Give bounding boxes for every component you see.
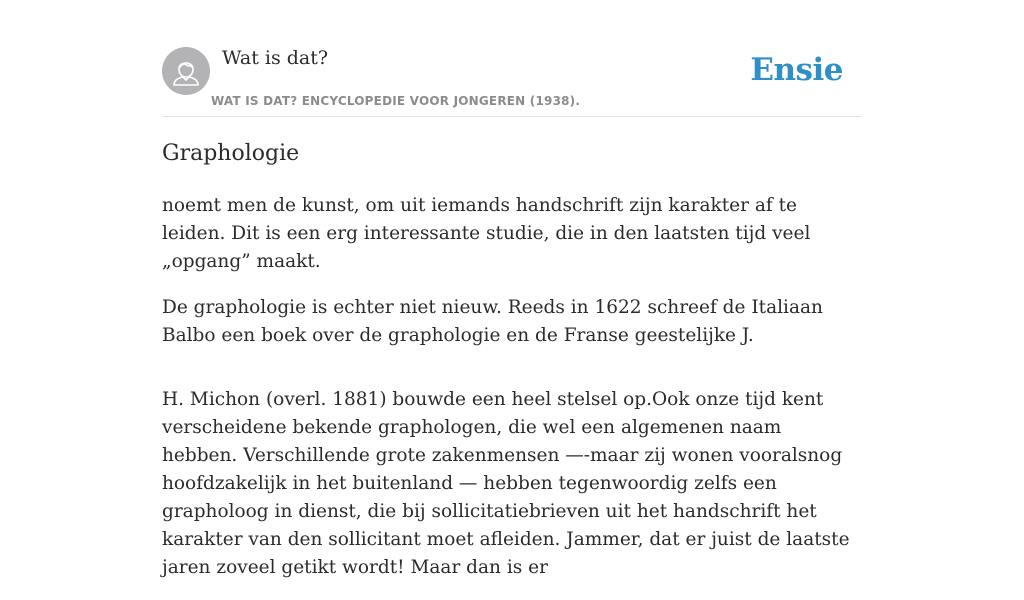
ensie-logo[interactable]: Ensie bbox=[750, 52, 843, 88]
article-paragraph: noemt men de kunst, om uit iemands handschrift zijn karakter af te leiden. Dit is een erg interessante studie, die in den laatsten tijd veel „opgang” maakt. bbox=[162, 195, 811, 272]
article-paragraph: H. Michon (overl. 1881) bouwde een heel stelsel op.Ook onze tijd kent verscheidene bekende graphologen, die wel een algemenen naam hebben. Verschillende grote zakenmensen —-maar zij wonen vooralsnog hoofdzakelijk in het buitenland — hebben tegenwoordig zelfs een grapholoog in dienst, die bij sollicitatiebrieven uit het handschrift het karakter van den sollicitant moet afleiden. Jammer, dat er juist de laatste jaren zoveel getikt wordt! Maar dan is er bbox=[162, 389, 850, 578]
user-silhouette-icon bbox=[162, 47, 210, 95]
article bbox=[162, 138, 862, 600]
article-paragraph: De graphologie is echter niet nieuw. Reeds in 1622 schreef de Italiaan Balbo een boek over de graphologie en de Franse geestelijke J. bbox=[162, 297, 823, 346]
source-subtitle: WAT IS DAT? ENCYCLOPEDIE VOOR JONGEREN (1938). bbox=[211, 94, 581, 108]
source-header bbox=[162, 46, 862, 117]
article-title: Graphologie bbox=[162, 141, 300, 166]
source-title-link[interactable]: Wat is dat? bbox=[222, 47, 329, 69]
